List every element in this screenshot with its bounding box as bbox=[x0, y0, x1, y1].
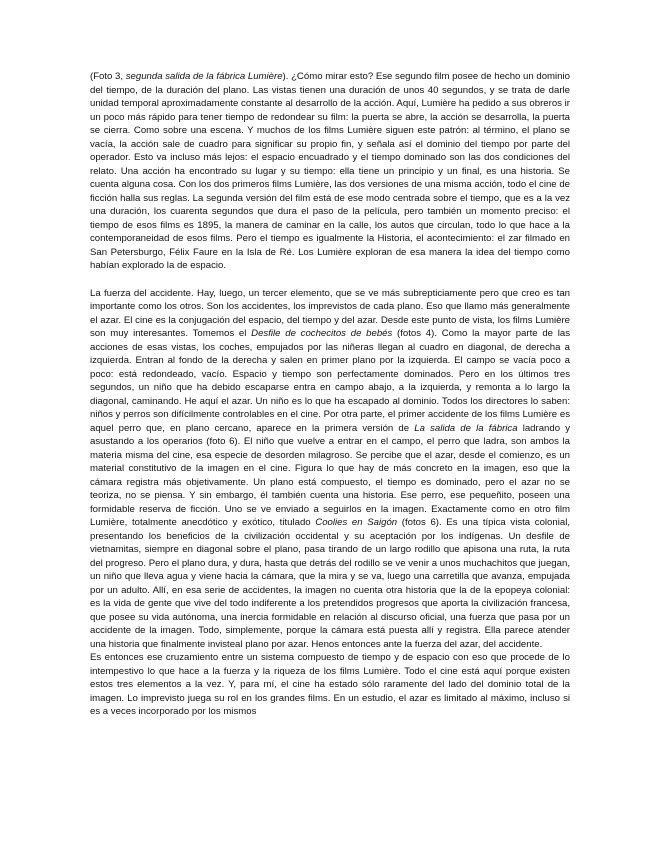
text-run: Es entonces ese cruzamiento entre un sistema compuesto de tiempo y de espacio con eso que procede de lo intempestivo lo que hace a la fuerza y la riqueza de los films Lumière. Todo el cine está aquí porque existen estos tres elementos a la vez. Y, para mí, el cine ha estado sólo raramente del lado del dominio total de la imagen. Lo imprevisto juega su rol en los grandes films. En un estudio, el azar es limitado al máximo, incluso si es a veces incorporado por los mismos bbox=[90, 652, 570, 717]
paragraph-2 bbox=[90, 287, 570, 652]
text-run: (fotos 4). Como la mayor parte de las acciones de esas vistas, los coches, empujados por las niñeras llegan al cuadro en diagonal, de derecha a izquierda. Entran al fondo de la derecha y salen en primer plano por la izquierda. El campo se vacía poco a poco: está redondeado, vacío. Espacio y tiempo son perfectamente dominados. Pero en los últimos tres segundos, un niño que ha debido escaparse entra en campo abajo, a la izquierda, y remonta a lo largo la diagonal, caminando. He aquí el azar. Un niño es lo que ha escapado al dominio. Todos los directores lo saben: niños y perros son difícilmente controlables en el cine. Por otra parte, el primer accidente de los films Lumière es aquel perro que, en plano cercano, aparece en la primera versión de bbox=[90, 328, 571, 434]
film-title: La salida de la fábrica bbox=[414, 422, 518, 434]
film-title: Desfile de cochecitos de bebés bbox=[251, 328, 393, 339]
text-run: (Foto 3, bbox=[90, 71, 126, 82]
paragraph-3 bbox=[90, 651, 570, 719]
paragraph-1 bbox=[90, 70, 570, 273]
film-title: Coolies en Saigón bbox=[315, 517, 398, 528]
text-run: ). ¿Cómo mirar esto? Ese segundo film posee de hecho un dominio del tiempo, de la duración del plano. Las vistas tienen una duración de unos 40 segundos, y se trata de darle unidad temporal aproximadamente constante al desarrollo de la acción. Aquí, Lumière ha pedido a sus obreros ir un poco más rápido para tener tiempo de redondear su film: la puerta se abre, la acción se desarrolla, la puerta se cierra. Como sobre una escena. Y muchos de los films Lumière siguen este patrón: al término, el plano se vacía, la acción sale de cuadro para significar su propio fin, y señala así el dominio del tiempo por parte del operador. Esto va incluso más lejos: el espacio encuadrado y el tiempo dominado son las dos condiciones del relato. Una acción ha encontrado su lugar y su tiempo: ella tiene un principio y un final, es una historia. Se cuenta alguna cosa. Con los dos primeros films Lumière, las dos versiones de una misma acción, todo el cine de ficción halla sus reglas. La segunda versión del film está de ese modo centrada sobre el tiempo, que es a la vez una duración, los cuarenta segundos que dura el paso de la película, pero también un momento preciso: el tiempo de esos films es 1895, la manera de caminar en la calle, los autos que circulan, todo lo que hace a la contemporaneidad de esos films. Pero el tiempo es igualmente la Historia, el acontecimiento: el zar filmado en San Petersburgo, Félix Faure en la Isla de Ré. Los Lumière exploran de esa manera la idea del tiempo como habían explorado la de espacio. bbox=[90, 71, 570, 271]
film-title: segunda salida de la fábrica Lumière bbox=[125, 71, 283, 82]
body-text bbox=[90, 70, 570, 719]
text-run: (fotos 6). Es una típica vista colonial, presentando los beneficios de la civilización occidental y su aceptación por los indígenas. Un desfile de vietnamitas, siempre en diagonal sobre el plano, pasa tirando de un largo rodillo que apisona una ruta, la ruta del progreso. Pero el plano dura, y dura, hasta que detrás del rodillo se ve venir a unos muchachitos que juegan, un niño que lleva agua y viene hacia la cámara, que la mira y se va, luego una carretilla que avanza, empujada por un adulto. Allí, en esa serie de accidentes, la imagen no cuenta otra historia que la de la epopeya colonial: es la vida de gente que vive del todo indiferente a los pretendidos progresos que aporta la civilización francesa, que posee su vida autónoma, una inercia formidable en relación al discurso oficial, una fuerza que pasa por un accidente de la imagen. Todo, simplemente, porque la cámara está puesta allí y registra. Ella parece atender una historia que finalmente invisteal plano por azar. Henos entonces ante la fuerza del azar, del accidente. bbox=[90, 517, 570, 650]
text-run: ladrando y asustando a los operarios (foto 6). El niño que vuelve a entrar en el campo, el perro que ladra, son ambos la materia misma del cine, esa especie de desorden milagroso. Se percibe que el azar, desde el comienzo, es un material constitutivo de la imagen en el cine. Figura lo que hay de más concreto en la imagen, eso que la cámara registra más objetivamente. Un plano está compuesto, el tiempo es dominado, pero el azar no se teoriza, no se piensa. Y sin embargo, él también cuenta una historia. Ese perro, ese pequeñito, poseen una formidable reserva de ficción. Uno se ve enviado a seguirlos en la imagen. Exactamente como en otro film Lumière, totalmente anecdótico y exótico, titulado bbox=[90, 422, 570, 528]
text-run: La fuerza del accidente. Hay, luego, un tercer elemento, que se ve más subrepticiamente pero que creo es tan importante como los otros. Son los accidentes, los imprevistos de cada plano. Eso que llamo más generalmente el azar. El cine es la conjugación del espacio, del tiempo y del azar. Desde este punto de vista, los films Lumière son muy interesantes. Tomemos el bbox=[90, 287, 570, 339]
